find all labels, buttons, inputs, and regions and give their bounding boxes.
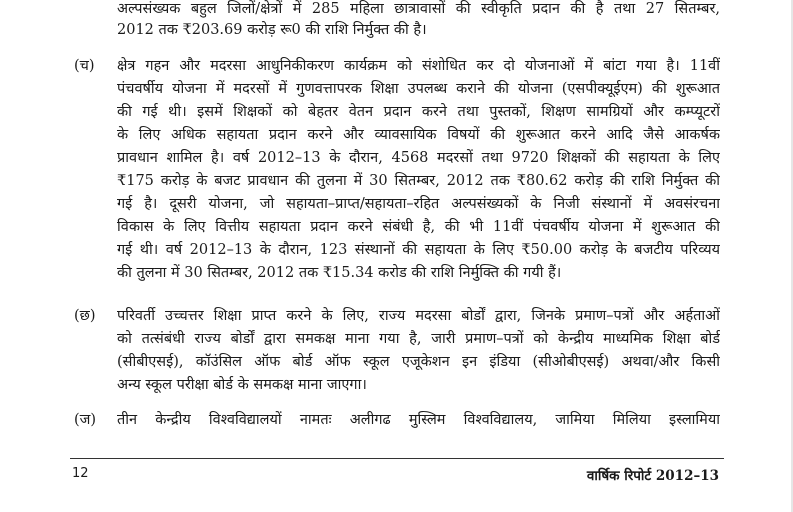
paragraph-line: परिवर्ती उच्चत्तर शिक्षा प्राप्त करने के लिए, राज्य मदरसा बोर्डों द्वारा, जिनके प्रमाण–पत्रों और अर्हताओं	[117, 308, 720, 324]
paragraph-line: अल्पसंख्यक बहुल जिलों/क्षेत्रों में 285 महिला छात्रावासों की स्वीकृति प्रदान की है तथा 27 सितम्बर,	[117, 1, 720, 17]
paragraph-line: 2012 तक ₹203.69 करोड़ रू0 की राशि निर्मुक्त की है।	[117, 22, 427, 38]
paragraph-line: तीन केन्द्रीय विश्वविद्यालयों नामतः अलीगढ मुस्लिम विश्वविद्यालय, जामिया मिलिया इस्लामिया	[117, 412, 720, 428]
section-marker: (च)	[74, 58, 95, 74]
paragraph-line: विकास के लिए वित्तीय सहायता प्रदान करने संबंधी है, की भी 11वीं पंचवर्षीय योजना में शुरूआत की	[117, 219, 720, 235]
paragraph-line: की गई थी। इसमें शिक्षकों को बेहतर वेतन प्रदान करने तथा पुस्तकों, शिक्षण सामग्रियों और कम्प्यूटरों	[117, 104, 720, 120]
paragraph-line: गई है। दूसरी योजना, जो सहायता–प्राप्त/सहायता–रहित अल्पसंख्यकों के निजी संस्थानों में अवसंरचना	[117, 196, 720, 212]
paragraph-line: की तुलना में 30 सितम्बर, 2012 तक ₹15.34 करोड की राशि निर्मुक्ति की गयी हैं।	[117, 265, 562, 281]
section-marker: (ज)	[74, 412, 97, 428]
paragraph-line: को तत्संबंधी राज्य बोर्डों द्वारा समकक्ष माना गया है, जारी प्रमाण–पत्रों को केन्द्रीय माध्यमिक शिक्षा बोर्ड	[117, 331, 720, 347]
section-marker: (छ)	[74, 308, 96, 324]
footer-divider	[70, 458, 724, 459]
footer-title: वार्षिक रिपोर्ट 2012–13	[586, 468, 719, 484]
paragraph-line: क्षेत्र गहन और मदरसा आधुनिकीकरण कार्यक्रम को संशोधित कर दो योजनाओं में बांटा गया है। 11वीं	[117, 58, 720, 74]
paragraph-line: के लिए अधिक सहायता प्रदान करने और व्यावसायिक विषयों की शुरूआत करने आदि जैसे आकर्षक	[117, 127, 720, 143]
paragraph-line: अन्य स्कूल परीक्षा बोर्ड के समकक्ष माना जाएगा।	[117, 377, 367, 393]
paragraph-line: (सीबीएसई), कॉउंसिल ऑफ बोर्ड ऑफ स्कूल एजूकेशन इन इंडिया (सीओबीएसई) अथवा/और किसी	[117, 354, 720, 370]
paragraph-line: पंचवर्षीय योजना में मदरसों में गुणवत्तापरक शिक्षा उपलब्ध कराने की योजना (एसपीक्यूईएम) की शुरूआत	[117, 81, 720, 97]
paragraph-line: ₹175 करोड़ के बजट प्रावधान की तुलना में 30 सितम्बर, 2012 तक ₹80.62 करोड़ की राशि निर्मुक्त की	[117, 173, 720, 189]
page-number: 12	[72, 466, 89, 481]
paragraph-line: गई थी। वर्ष 2012–13 के दौरान, 123 संस्थानों की सहायता के लिए ₹50.00 करोड़ के बजटीय परिव्यय	[117, 242, 720, 258]
paragraph-line: प्रावधान शामिल है। वर्ष 2012–13 के दौरान, 4568 मदरसों तथा 9720 शिक्षकों की सहायता के लिए	[117, 150, 720, 166]
